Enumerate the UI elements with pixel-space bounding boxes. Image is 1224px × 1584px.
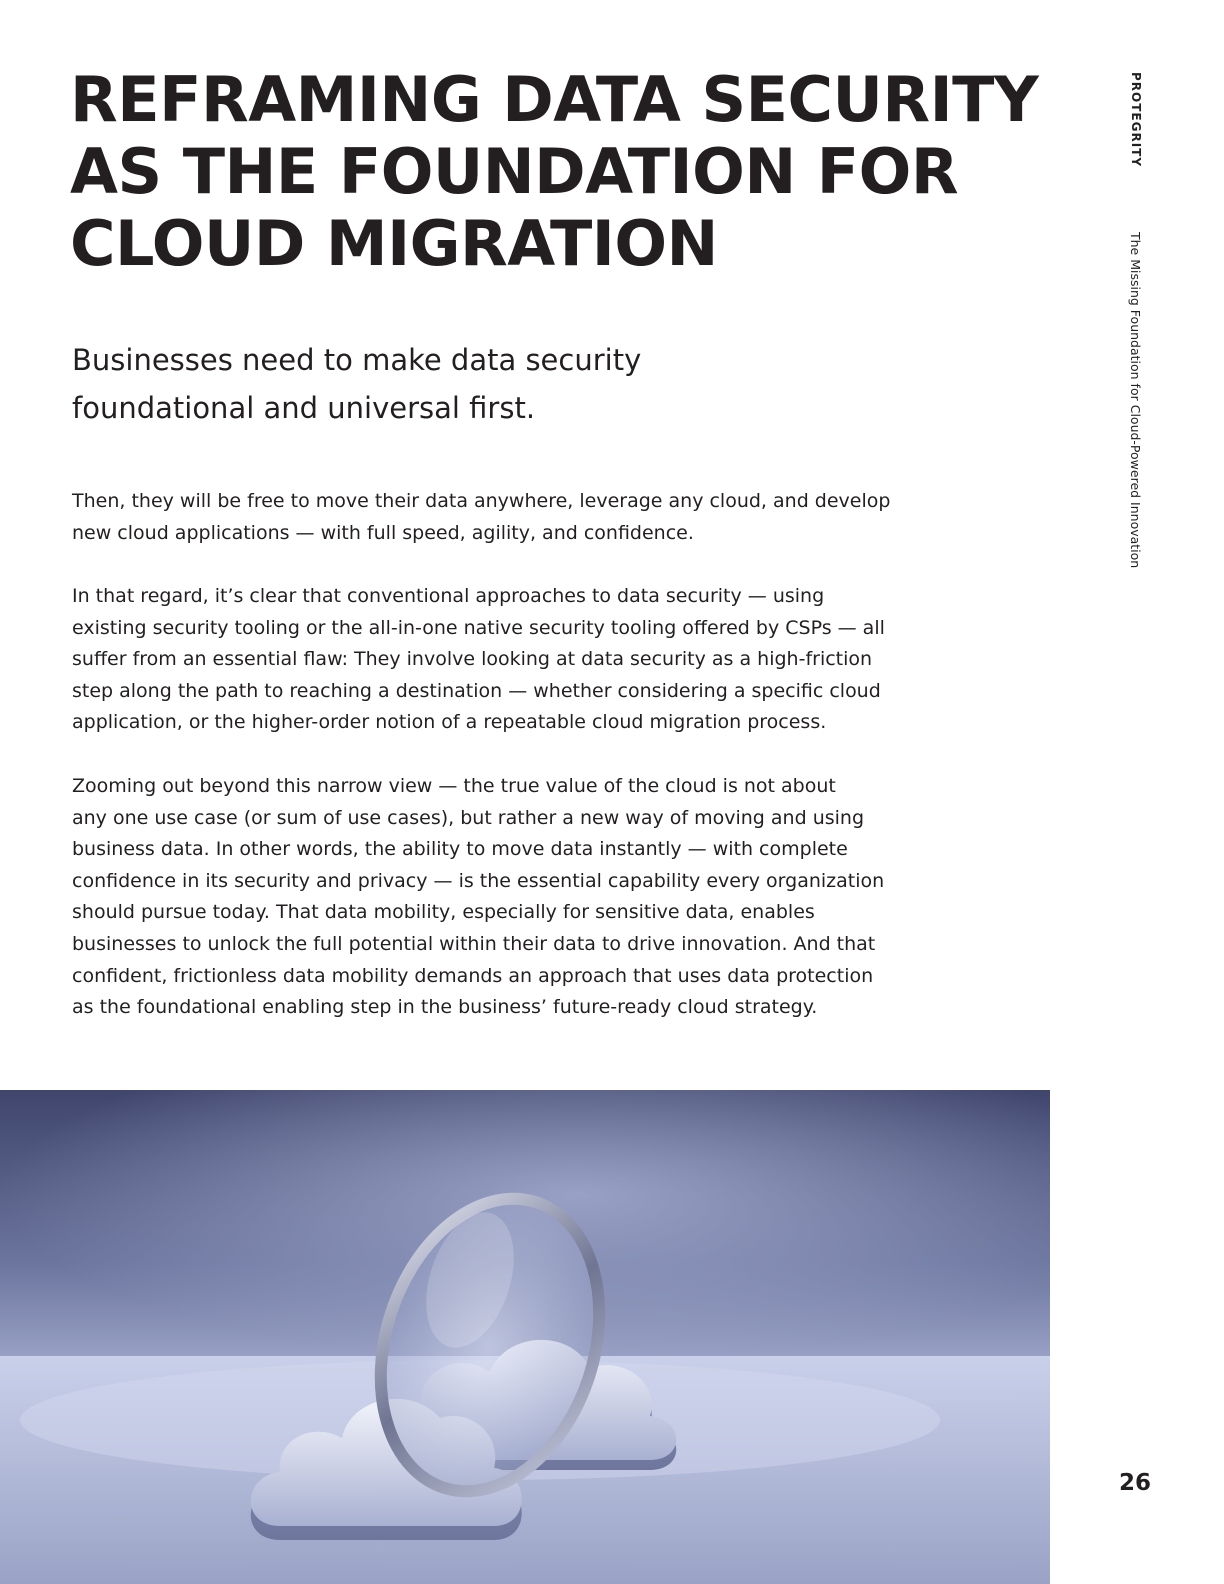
paragraph-line: Then, they will be free to move their data anywhere, leverage any cloud, and develop: [72, 490, 891, 512]
sidebar-document-title: [1125, 232, 1145, 602]
hero-image: [0, 1090, 1050, 1584]
paragraph-line: Zooming out beyond this narrow view — the true value of the cloud is not about: [72, 775, 836, 797]
page-number: 26: [1118, 1470, 1151, 1496]
paragraph-1: [72, 486, 992, 549]
brand-label: PROTEGRITY: [1129, 72, 1143, 168]
paragraph-line: should pursue today. That data mobility, especially for sensitive data, enables: [72, 901, 815, 924]
paragraph-line: new cloud applications — with full speed, agility, and confidence.: [72, 521, 694, 544]
subtitle-line-1: Businesses need to make data security: [72, 343, 642, 377]
subtitle: [72, 336, 832, 432]
page-title-line-3: CLOUD MIGRATION: [70, 207, 718, 280]
paragraph-line: business data. In other words, the ability to move data instantly — with complete: [72, 838, 848, 861]
paragraph-line: confident, frictionless data mobility demands an approach that uses data protection: [72, 964, 874, 987]
page-title: [70, 63, 1039, 280]
paragraph-line: any one use case (or sum of use cases), but rather a new way of moving and using: [72, 806, 865, 829]
paragraph-line: In that regard, it’s clear that conventional approaches to data security — using: [72, 585, 825, 607]
paragraph-line: application, or the higher-order notion of a repeatable cloud migration process.: [72, 711, 827, 734]
paragraph-line: step along the path to reaching a destination — whether considering a specific cloud: [72, 679, 881, 702]
page-title-line-2: AS THE FOUNDATION FOR: [70, 135, 959, 208]
paragraph-3: [72, 771, 992, 1024]
subtitle-line-2: foundational and universal first.: [72, 391, 536, 425]
paragraph-line: confidence in its security and privacy — is the essential capability every organization: [72, 869, 885, 892]
page-title-line-1: REFRAMING DATA SECURITY: [70, 63, 1039, 136]
document-title-label: The Missing Foundation for Cloud-Powered Innovation: [1128, 232, 1143, 569]
sidebar-brand: [1125, 72, 1145, 168]
paragraph-2: [72, 581, 992, 739]
paragraph-line: businesses to unlock the full potential within their data to drive innovation. And that: [72, 932, 876, 955]
paragraph-line: as the foundational enabling step in the business’ future-ready cloud strategy.: [72, 996, 818, 1019]
paragraph-line: suffer from an essential flaw: They involve looking at data security as a high-friction: [72, 648, 873, 671]
magnifying-glass-over-clouds-icon: [0, 1090, 1050, 1584]
paragraph-line: existing security tooling or the all-in-one native security tooling offered by CSPs — all: [72, 616, 885, 639]
